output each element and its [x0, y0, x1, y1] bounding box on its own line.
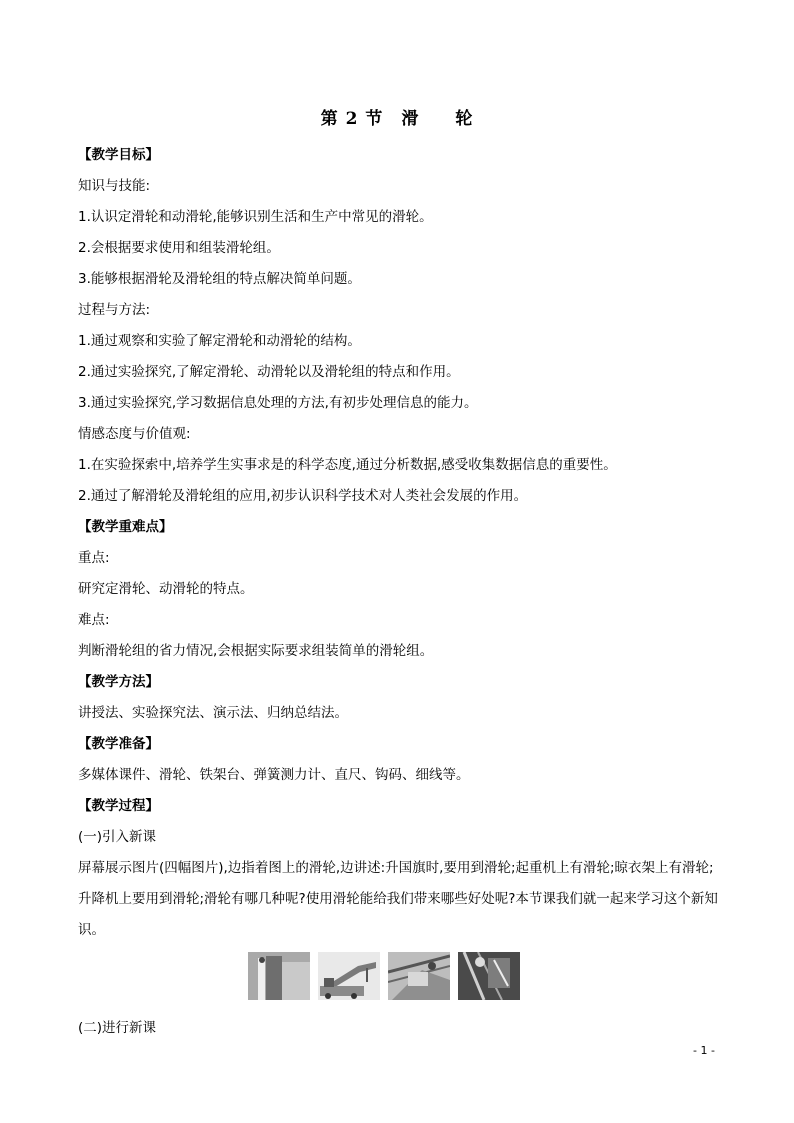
flagpole-photo	[248, 952, 310, 1000]
elevator-photo	[458, 952, 520, 1000]
subheading-difficulty: 难点:	[78, 612, 110, 628]
section-new-lesson: (二)进行新课	[78, 1020, 157, 1036]
page-title: 第 2 节 滑 轮	[320, 109, 474, 129]
text-line: 2.通过了解滑轮及滑轮组的应用,初步认识科学技术对人类社会发展的作用。	[78, 488, 528, 504]
text-line: 3.能够根据滑轮及滑轮组的特点解决简单问题。	[78, 271, 361, 287]
text-line: 研究定滑轮、动滑轮的特点。	[78, 581, 254, 597]
subheading-focus: 重点:	[78, 550, 110, 566]
text-line: 2.会根据要求使用和组装滑轮组。	[78, 240, 280, 256]
text-line: 多媒体课件、滑轮、铁架台、弹簧测力计、直尺、钩码、细线等。	[78, 767, 470, 783]
text-line: 2.通过实验探究,了解定滑轮、动滑轮以及滑轮组的特点和作用。	[78, 364, 460, 380]
section-intro: (一)引入新课	[78, 829, 157, 845]
intro-paragraph: 屏幕展示图片(四幅图片),边指着图上的滑轮,边讲述:升国旗时,要用到滑轮;起重机上有滑轮;晾衣架上有滑轮;升降机上要用到滑轮;滑轮有哪几种呢?使用滑轮能给我们带来哪些好处呢?本节课我们就一起来学习这个新知识。	[78, 860, 718, 938]
page-number: - 1 -	[693, 1044, 715, 1057]
text-line: 讲授法、实验探究法、演示法、归纳总结法。	[78, 705, 348, 721]
text-line: 3.通过实验探究,学习数据信息处理的方法,有初步处理信息的能力。	[78, 395, 478, 411]
subheading-knowledge: 知识与技能:	[78, 178, 151, 194]
subheading-process: 过程与方法:	[78, 302, 151, 318]
heading-key-points: 【教学重难点】	[78, 519, 173, 535]
subheading-attitude: 情感态度与价值观:	[78, 426, 191, 442]
heading-process: 【教学过程】	[78, 798, 159, 814]
image-row	[248, 952, 520, 1000]
crane-photo	[318, 952, 380, 1000]
heading-methods: 【教学方法】	[78, 674, 159, 690]
text-line: 1.认识定滑轮和动滑轮,能够识别生活和生产中常见的滑轮。	[78, 209, 433, 225]
heading-preparation: 【教学准备】	[78, 736, 159, 752]
text-line: 1.在实验探索中,培养学生实事求是的科学态度,通过分析数据,感受收集数据信息的重要性。	[78, 457, 617, 473]
text-line: 判断滑轮组的省力情况,会根据实际要求组装简单的滑轮组。	[78, 643, 434, 659]
text-line: 1.通过观察和实验了解定滑轮和动滑轮的结构。	[78, 333, 361, 349]
heading-objectives: 【教学目标】	[78, 147, 159, 163]
clothes-rack-photo	[388, 952, 450, 1000]
